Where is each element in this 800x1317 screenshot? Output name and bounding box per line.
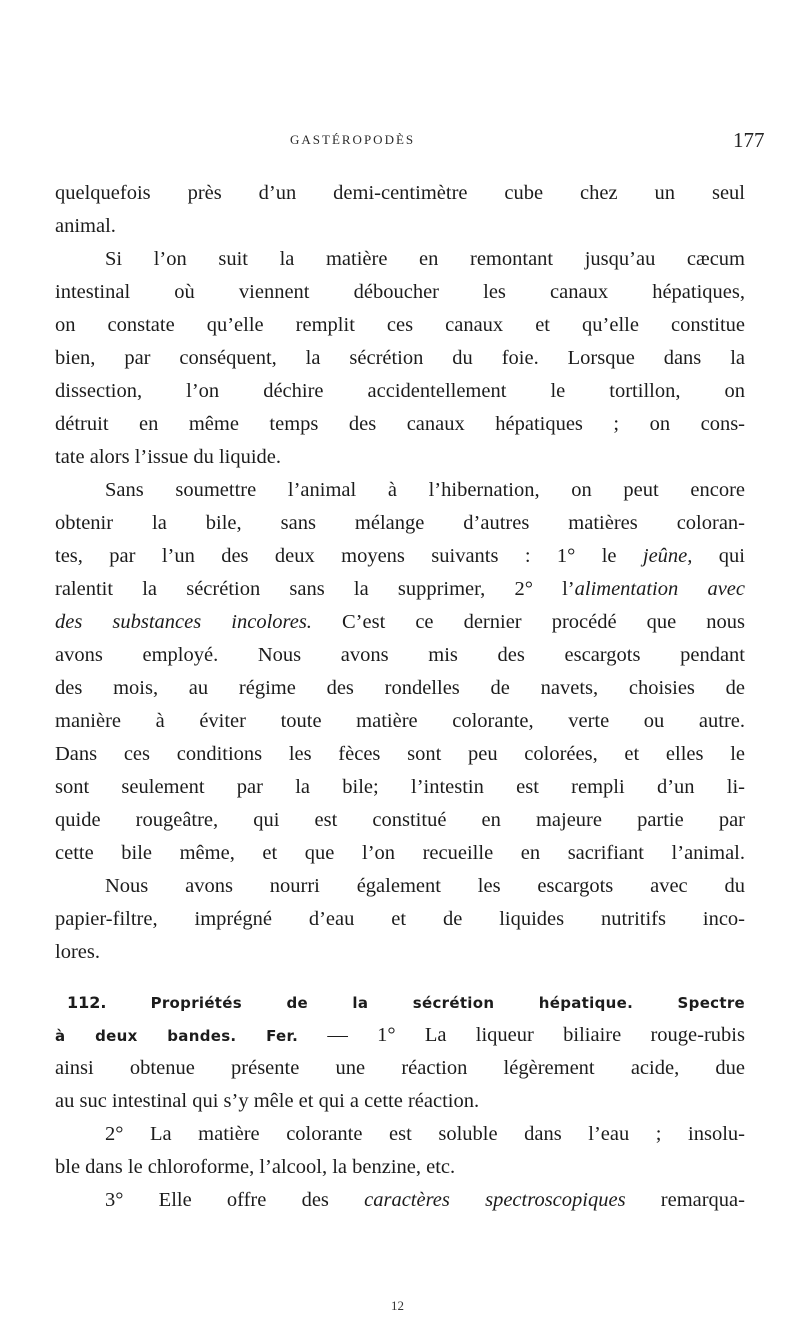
text-line: 2° La matière colorante est soluble dans l’eau ; insolu- <box>105 1123 745 1145</box>
running-head: GASTÉROPODÈS <box>290 132 416 147</box>
section-number: 112. <box>67 993 107 1012</box>
italic-term: caractères spectroscopiques <box>364 1189 626 1211</box>
text-line: papier-filtre, imprégné d’eau et de liquides nutritifs inco- <box>55 908 745 930</box>
text-line: ainsi obtenue présente une réaction légèrement acide, due <box>55 1057 745 1079</box>
page-header <box>0 128 800 162</box>
text-line: lores. <box>55 941 100 963</box>
italic-term: alimentation avec <box>574 578 745 600</box>
text-run: remarqua- <box>625 1189 745 1211</box>
text-line-mixed <box>55 540 745 573</box>
signature-number: 12 <box>391 1298 404 1313</box>
text-run: 3° Elle offre des <box>105 1189 365 1211</box>
section-heading <box>55 986 745 1019</box>
text-line: cette bile même, et que l’on recueille en sacrifiant l’animal. <box>55 842 745 864</box>
section-title-cont: à deux bandes. Fer. <box>55 1027 299 1045</box>
text-line: ble dans le chloroforme, l’alcool, la benzine, etc. <box>55 1156 456 1178</box>
text-line-mixed <box>55 573 745 606</box>
text-line: Nous avons nourri également les escargots avec du <box>105 875 745 897</box>
text-line: quide rougeâtre, qui est constitué en majeure partie par <box>55 809 745 831</box>
text-line: Dans ces conditions les fèces sont peu colorées, et elles le <box>55 743 745 765</box>
body-text <box>55 177 745 1217</box>
text-run: C’est ce dernier procédé que nous <box>311 611 746 633</box>
signature-mark <box>0 1298 800 1314</box>
text-line: intestinal où viennent déboucher les canaux hépatiques, <box>55 281 745 303</box>
italic-term: des substances incolores. <box>55 611 312 633</box>
section-title: Propriétés de la sécrétion hépatique. Spectre <box>150 994 745 1012</box>
section-heading-cont <box>55 1019 745 1052</box>
text-line-mixed <box>55 606 745 639</box>
text-line: détruit en même temps des canaux hépatiques ; on cons- <box>55 413 745 435</box>
text-run: qui <box>692 545 745 567</box>
text-line: au suc intestinal qui s’y mêle et qui a cette réaction. <box>55 1090 480 1112</box>
text-line: on constate qu’elle remplit ces canaux et qu’elle constitue <box>55 314 745 336</box>
text-line: Si l’on suit la matière en remontant jusqu’au cæcum <box>105 248 745 270</box>
section-gap <box>55 969 745 986</box>
italic-term: jeûne, <box>642 545 693 567</box>
text-line: des mois, au régime des rondelles de navets, choisies de <box>55 677 745 699</box>
text-line: dissection, l’on déchire accidentellement le tortillon, on <box>55 380 745 402</box>
text-run: tes, par l’un des deux moyens suivants : 1° le <box>55 545 643 567</box>
text-line: animal. <box>55 215 116 237</box>
text-line: sont seulement par la bile; l’intestin est rempli d’un li- <box>55 776 745 798</box>
text-line: obtenir la bile, sans mélange d’autres matières coloran- <box>55 512 745 534</box>
text-line-mixed <box>55 1184 745 1217</box>
text-line: avons employé. Nous avons mis des escargots pendant <box>55 644 745 666</box>
text-line: tate alors l’issue du liquide. <box>55 446 282 468</box>
text-line: bien, par conséquent, la sécrétion du foie. Lorsque dans la <box>55 347 745 369</box>
text-run: — 1° La liqueur biliaire rouge-rubis <box>298 1024 745 1046</box>
text-run: ralentit la sécrétion sans la supprimer, 2° l’ <box>55 578 575 600</box>
page-number: 177 <box>733 128 765 152</box>
text-line: manière à éviter toute matière colorante, verte ou autre. <box>55 710 745 732</box>
text-line: quelquefois près d’un demi-centimètre cube chez un seul <box>55 182 745 204</box>
text-line: Sans soumettre l’animal à l’hibernation, on peut encore <box>105 479 745 501</box>
